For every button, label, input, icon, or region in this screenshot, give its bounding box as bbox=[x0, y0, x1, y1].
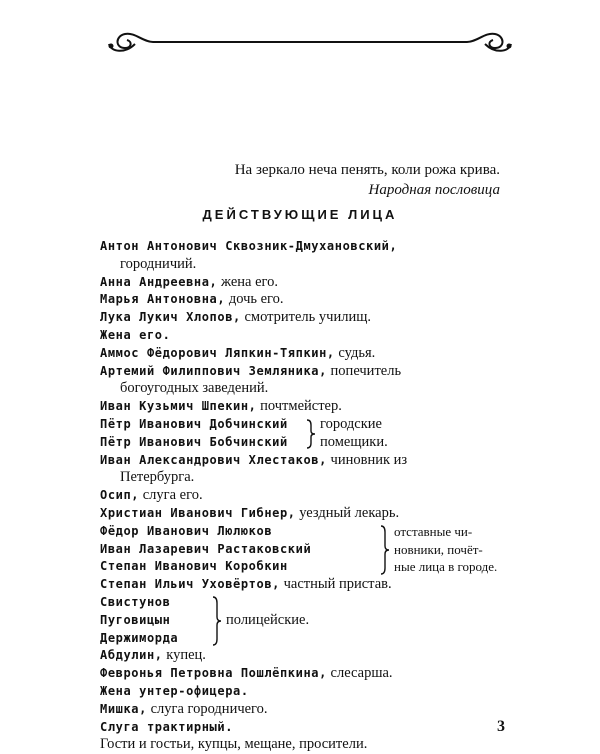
character-desc: слуга его. bbox=[139, 487, 203, 504]
character-desc: попечитель bbox=[326, 362, 402, 379]
character-name: Иван Кузьмич Шпекин, bbox=[100, 399, 257, 414]
cast-row bbox=[100, 719, 520, 737]
cast-row bbox=[100, 345, 520, 363]
cast-row bbox=[100, 238, 520, 256]
character-name: Держиморда bbox=[100, 630, 179, 645]
character-name: Лука Лукич Хлопов, bbox=[100, 310, 241, 325]
cast-row bbox=[100, 576, 520, 594]
cast-row bbox=[100, 380, 520, 398]
character-name: Аммос Фёдорович Ляпкин-Тяпкин, bbox=[100, 345, 335, 360]
section-heading: ДЕЙСТВУЮЩИЕ ЛИЦА bbox=[202, 207, 398, 222]
character-name: Пуговицын bbox=[100, 612, 171, 627]
character-name: Пётр Иванович Бобчинский bbox=[100, 434, 288, 449]
cast-row bbox=[100, 665, 520, 683]
character-name: Степан Ильич Уховёртов, bbox=[100, 577, 280, 592]
character-desc: купец. bbox=[162, 647, 206, 664]
cast-row bbox=[100, 274, 520, 292]
character-desc: смотритель училищ. bbox=[240, 309, 371, 326]
character-name: Жена его. bbox=[100, 327, 171, 342]
cast-row bbox=[100, 398, 520, 416]
cast-row bbox=[100, 683, 520, 701]
character-name: Марья Антоновна, bbox=[100, 292, 226, 307]
cast-row bbox=[100, 256, 520, 274]
character-desc: уездный лекарь. bbox=[295, 504, 400, 521]
character-desc: слуга городничего. bbox=[146, 700, 268, 717]
group-police bbox=[100, 594, 520, 647]
character-desc: дочь его. bbox=[225, 291, 284, 308]
epigraph-source: Народная пословица bbox=[368, 182, 500, 198]
character-name: Мишка, bbox=[100, 701, 147, 716]
cast-row bbox=[100, 452, 520, 470]
cast-row bbox=[100, 363, 520, 381]
character-desc: судья. bbox=[334, 344, 376, 361]
character-desc: частный пристав. bbox=[279, 576, 392, 593]
brace-icon bbox=[380, 525, 390, 575]
cast-row bbox=[100, 309, 520, 327]
character-name: Иван Лазаревич Растаковский bbox=[100, 541, 312, 556]
character-name: Фёдор Иванович Люлюков bbox=[100, 523, 273, 538]
character-name: Иван Александрович Хлестаков, bbox=[100, 452, 327, 467]
group-chinovniki bbox=[100, 523, 520, 576]
character-desc: богоугодных заведений. bbox=[120, 380, 269, 397]
character-desc: Гости и гостьи, купцы, мещане, просители. bbox=[100, 736, 368, 753]
character-desc: Петербурга. bbox=[120, 469, 195, 486]
character-name: Степан Иванович Коробкин bbox=[100, 559, 288, 574]
cast-row bbox=[100, 469, 520, 487]
character-name: Пётр Иванович Добчинский bbox=[100, 416, 288, 431]
character-name: Антон Антонович Сквозник-Дмухановский, bbox=[100, 239, 398, 253]
character-name: Анна Андреевна, bbox=[100, 274, 218, 289]
header-ornament bbox=[105, 22, 515, 62]
character-name: Февронья Петровна Пошлёпкина, bbox=[100, 666, 327, 681]
character-name: Христиан Иванович Гибнер, bbox=[100, 505, 296, 520]
group-note: отставные чи- новники, почёт- ные лица в городе. bbox=[394, 523, 498, 575]
character-name: Осип, bbox=[100, 488, 140, 503]
cast-row bbox=[100, 701, 520, 719]
character-desc: городничий. bbox=[120, 255, 197, 272]
character-desc: чиновник из bbox=[326, 451, 408, 468]
character-desc: почтмейстер. bbox=[256, 398, 342, 415]
cast-row bbox=[100, 487, 520, 505]
character-desc: жена его. bbox=[217, 273, 278, 290]
character-name: Жена унтер-офицера. bbox=[100, 683, 249, 698]
cast-row bbox=[100, 647, 520, 665]
epigraph-line: На зеркало неча пенять, коли рожа крива. bbox=[234, 162, 500, 178]
cast-list bbox=[100, 238, 520, 754]
cast-row bbox=[100, 505, 520, 523]
character-name: Артемий Филиппович Земляника, bbox=[100, 363, 327, 378]
cast-row bbox=[100, 291, 520, 309]
page-number: 3 bbox=[497, 718, 505, 735]
character-name: Свистунов bbox=[100, 594, 171, 609]
brace-icon bbox=[306, 419, 316, 449]
epigraph bbox=[235, 160, 500, 200]
character-name: Слуга трактирный. bbox=[100, 719, 234, 734]
cast-row bbox=[100, 327, 520, 345]
group-pomeschiki bbox=[100, 416, 520, 452]
group-note: городские помещики. bbox=[320, 415, 388, 450]
cast-row bbox=[100, 736, 520, 754]
brace-icon bbox=[212, 596, 222, 646]
group-note: полицейские. bbox=[226, 611, 310, 628]
character-name: Абдулин, bbox=[100, 648, 163, 663]
character-desc: слесарша. bbox=[326, 665, 393, 682]
